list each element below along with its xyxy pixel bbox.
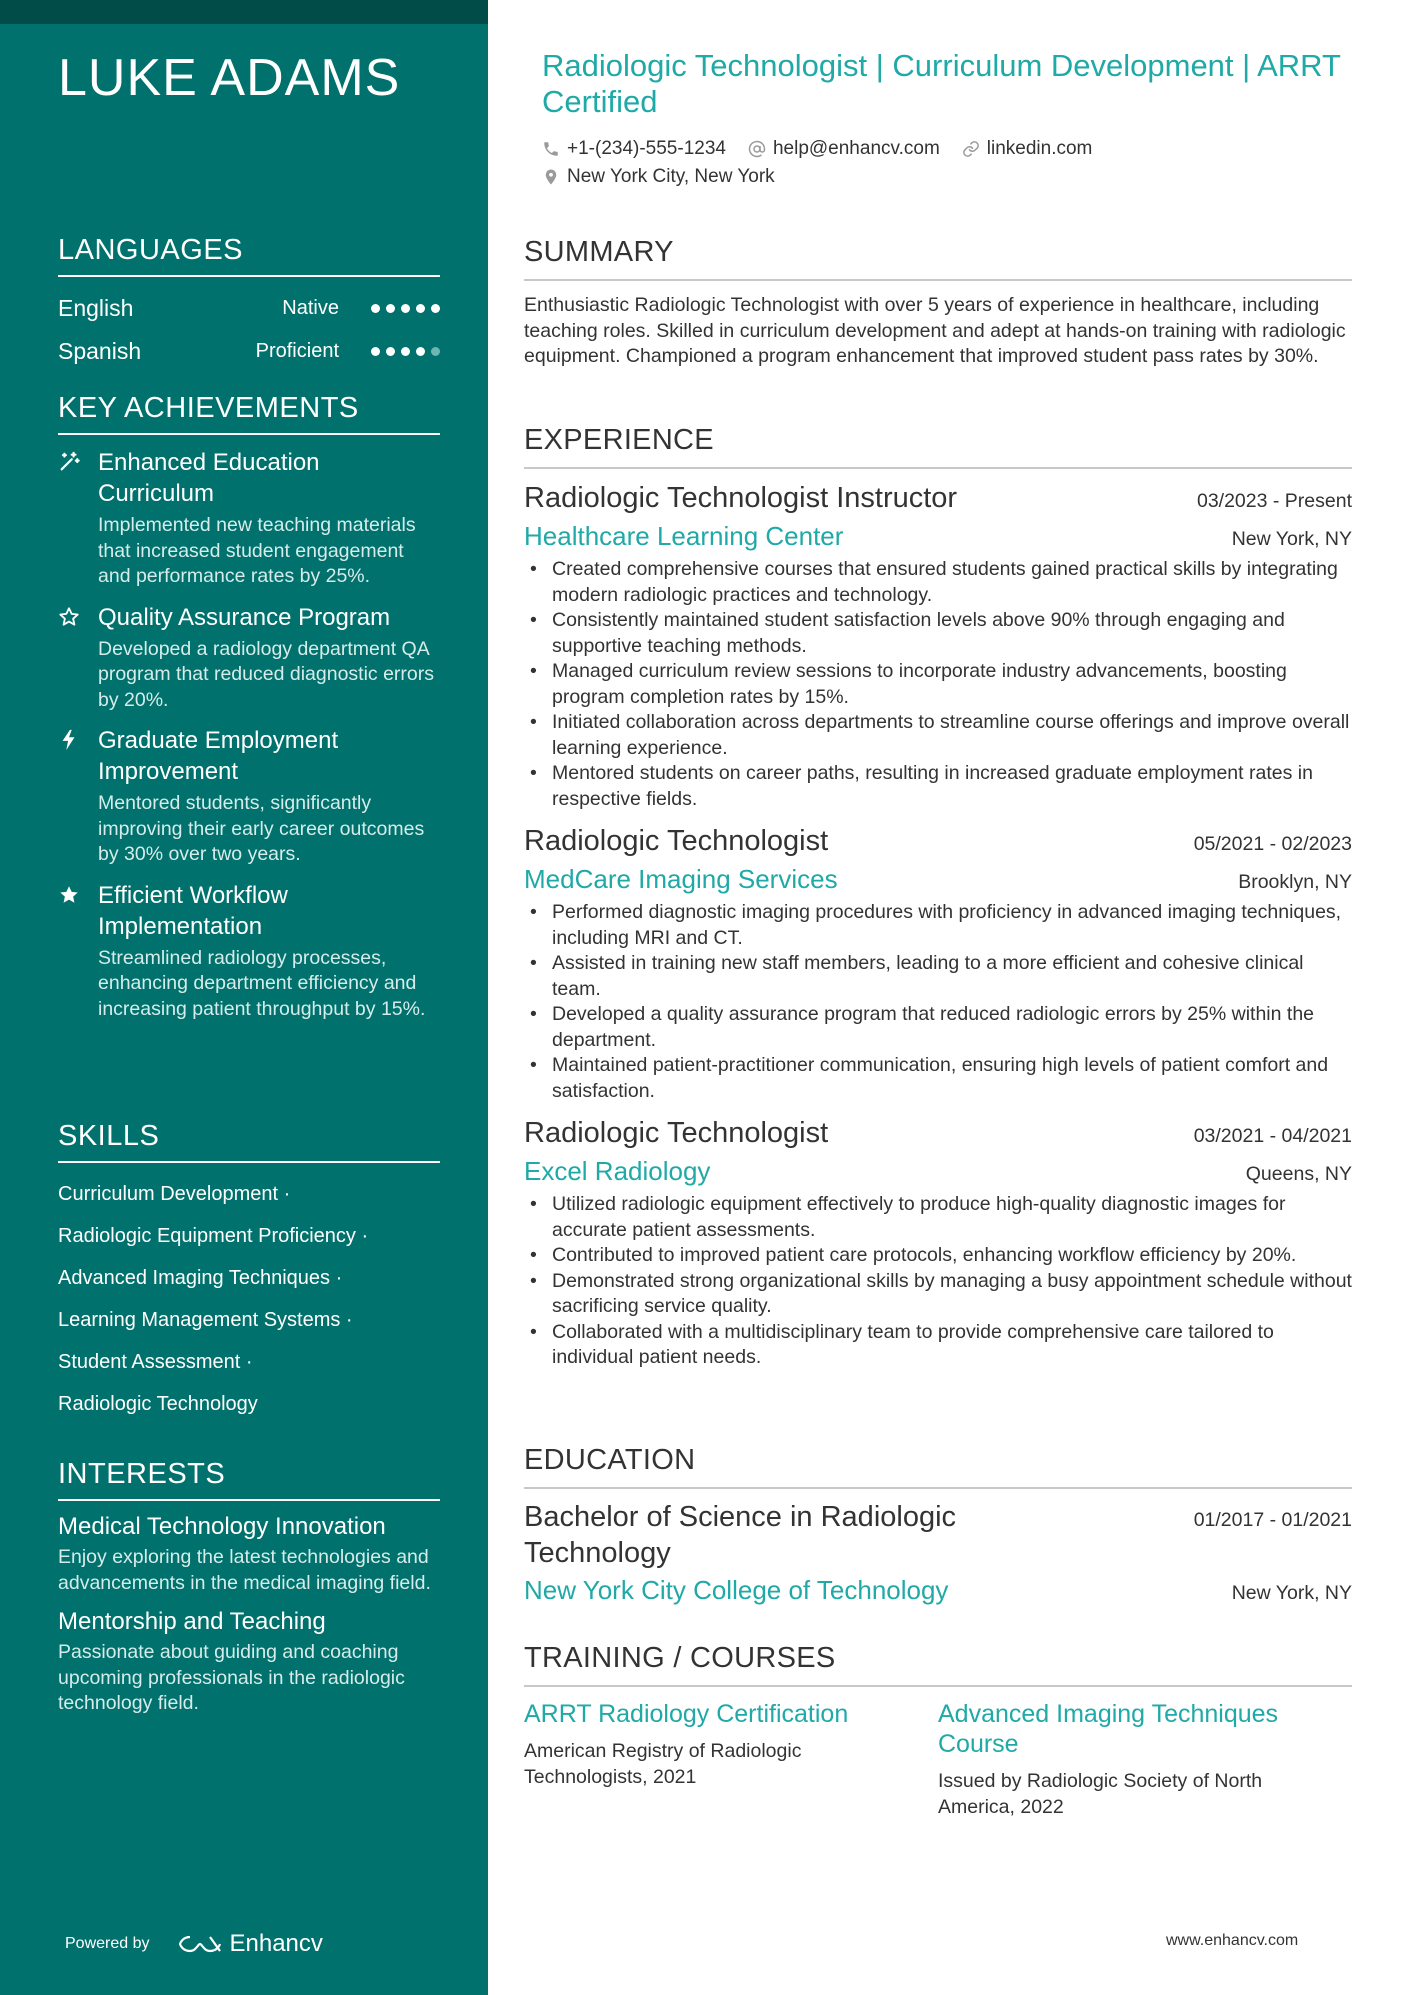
job-bullet: • Maintained patient-practitioner communication, ensuring high levels of patient comfort and satisfaction. (524, 1053, 1352, 1104)
achievement-description: Mentored students, significantly improving their early career outcomes by 30% over two years. (98, 792, 425, 865)
proficiency-dot-empty (431, 347, 440, 356)
job-company: MedCare Imaging Services (524, 864, 838, 894)
education-entry (524, 1499, 1352, 1607)
location-pin-icon (542, 168, 560, 186)
job-bullet: • Created comprehensive courses that ensured students gained practical skills by integrating modern radiologic practices and technology. (524, 557, 1352, 608)
summary-heading: SUMMARY (524, 236, 1352, 281)
skill-item: Advanced Imaging Techniques · (58, 1267, 343, 1289)
language-dots (371, 347, 440, 356)
achievement-item (58, 880, 440, 1023)
achievement-title: Graduate Employment Improvement (98, 727, 339, 785)
contact-location (542, 166, 775, 188)
proficiency-dot-filled (416, 304, 425, 313)
proficiency-dot-filled (371, 347, 380, 356)
achievement-description: Streamlined radiology processes, enhancing department efficiency and increasing patient throughput by 15%. (98, 946, 426, 1020)
interest-description: Passionate about guiding and coaching upcoming professionals in the radiologic technology field. (58, 1641, 405, 1714)
sidebar-top-bar (0, 0, 488, 24)
job-bullets (524, 557, 1352, 812)
job-date: 05/2021 - 02/2023 (1193, 833, 1352, 855)
job-date: 03/2021 - 04/2021 (1193, 1125, 1352, 1147)
course-title: ARRT Radiology Certification (524, 1700, 849, 1728)
language-item (58, 330, 440, 373)
proficiency-dot-filled (401, 347, 410, 356)
job-bullets (524, 900, 1352, 1104)
skill-item: Student Assessment · (58, 1351, 253, 1373)
contact-info (542, 135, 1362, 191)
contact-linkedin[interactable] (962, 138, 1093, 160)
job-location: New York, NY (1231, 528, 1352, 550)
achievement-title: Efficient Workflow Implementation (98, 881, 288, 940)
job-bullet: • Assisted in training new staff members, leading to a more efficient and cohesive clinical team. (524, 951, 1352, 1002)
education-date: 01/2017 - 01/2021 (1193, 1509, 1352, 1531)
job-entry (524, 822, 1352, 1104)
candidate-name: LUKE ADAMS (58, 49, 401, 107)
skills-section (58, 1120, 440, 1425)
skill-item: Learning Management Systems · (58, 1309, 353, 1331)
school-name: New York City College of Technology (524, 1575, 949, 1605)
achievement-title: Enhanced Education Curriculum (98, 449, 320, 507)
job-bullet: • Demonstrated strong organizational skills by managing a busy appointment schedule without sacrificing service quality. (524, 1269, 1352, 1320)
interest-description: Enjoy exploring the latest technologies and advancements in the medical imaging field. (58, 1546, 431, 1594)
summary-section (524, 236, 1352, 370)
achievement-item (58, 725, 440, 868)
course-description: American Registry of Radiologic Technologists, 2021 (524, 1740, 802, 1788)
proficiency-dot-filled (401, 304, 410, 313)
interest-title: Mentorship and Teaching (58, 1608, 326, 1635)
contact-email[interactable] (748, 138, 940, 160)
achievement-description: Implemented new teaching materials that increased student engagement and performance rates by 25%. (98, 514, 416, 587)
achievement-item (58, 602, 440, 714)
job-location: Brooklyn, NY (1238, 871, 1352, 893)
languages-section (58, 234, 440, 373)
job-bullet: • Utilized radiologic equipment effectively to produce high-quality diagnostic images for accurate patient assessments. (524, 1192, 1352, 1243)
course-item (938, 1699, 1352, 1820)
course-item (524, 1699, 938, 1820)
enhancv-logo[interactable] (178, 1930, 323, 1958)
language-item (58, 287, 440, 330)
achievements-section (58, 392, 440, 1022)
powered-by-label: Powered by (65, 1935, 150, 1952)
achievement-description: Developed a radiology department QA program that reduced diagnostic errors by 20%. (98, 637, 435, 711)
contact-phone[interactable] (542, 138, 726, 160)
job-bullet: • Developed a quality assurance program that reduced radiologic errors by 25% within the department. (524, 1002, 1352, 1053)
skill-item: Radiologic Equipment Proficiency · (58, 1225, 369, 1247)
skill-item: Curriculum Development · (58, 1183, 291, 1205)
skills-heading: SKILLS (58, 1120, 440, 1163)
job-title: Radiologic Technologist (524, 1117, 829, 1149)
experience-section (524, 424, 1352, 1371)
job-location: Queens, NY (1245, 1163, 1352, 1185)
training-heading: TRAINING / COURSES (524, 1642, 1352, 1687)
wand-icon (58, 447, 98, 590)
degree-title: Bachelor of Science in Radiologic Technology (524, 1501, 957, 1569)
at-icon (748, 140, 766, 158)
job-bullet: • Managed curriculum review sessions to incorporate industry advancements, boosting program completion rates by 15%. (524, 659, 1352, 710)
job-title: Radiologic Technologist (524, 825, 829, 857)
star-filled-icon (58, 880, 98, 1023)
job-date: 03/2023 - Present (1196, 490, 1352, 512)
job-company: Excel Radiology (524, 1156, 711, 1186)
interests-heading: INTERESTS (58, 1458, 440, 1501)
languages-heading: LANGUAGES (58, 234, 440, 277)
footer-url[interactable]: www.enhancv.com (1166, 1932, 1299, 1949)
job-bullets (524, 1192, 1352, 1371)
proficiency-dot-filled (386, 347, 395, 356)
job-entry (524, 1114, 1352, 1371)
education-section (524, 1444, 1352, 1607)
job-bullet: • Contributed to improved patient care protocols, enhancing workflow efficiency by 20%. (524, 1243, 1352, 1269)
summary-text: Enthusiastic Radiologic Technologist with over 5 years of experience in healthcare, including teaching roles. Skilled in curriculum development and adept at hands-on training with radiologic equipment. Championed a program enhancement that improved student pass rates by 30%. (524, 294, 1346, 367)
achievements-heading: KEY ACHIEVEMENTS (58, 392, 440, 435)
language-name: English (58, 295, 134, 321)
link-icon (962, 140, 980, 158)
headline: Radiologic Technologist | Curriculum Development | ARRT Certified (542, 48, 1341, 119)
language-level: Native (282, 297, 339, 319)
phone-icon (542, 140, 560, 158)
star-outline-icon (58, 602, 98, 714)
linkedin-text: linkedin.com (986, 138, 1093, 159)
job-bullet: • Mentored students on career paths, resulting in increased graduate employment rates in respective fields. (524, 761, 1352, 812)
training-section (524, 1642, 1352, 1820)
language-dots (371, 304, 440, 313)
course-description: Issued by Radiologic Society of North America, 2022 (938, 1770, 1263, 1818)
sidebar (0, 0, 488, 1995)
proficiency-dot-filled (416, 347, 425, 356)
job-entry (524, 479, 1352, 812)
location-text: New York City, New York (567, 166, 775, 187)
enhancv-logo-icon (178, 1933, 222, 1955)
job-bullet: • Initiated collaboration across departments to streamline course offerings and improve overall learning experience. (524, 710, 1352, 761)
skill-item: Radiologic Technology (58, 1393, 258, 1415)
job-company: Healthcare Learning Center (524, 521, 844, 551)
phone-text: +1-(234)-555-1234 (567, 138, 726, 159)
job-title: Radiologic Technologist Instructor (524, 482, 958, 514)
course-title: Advanced Imaging Techniques Course (938, 1700, 1279, 1758)
experience-heading: EXPERIENCE (524, 424, 1352, 469)
proficiency-dot-filled (431, 304, 440, 313)
proficiency-dot-filled (386, 304, 395, 313)
enhancv-brand: Enhancv (229, 1930, 323, 1957)
language-level: Proficient (255, 340, 339, 362)
proficiency-dot-filled (371, 304, 380, 313)
achievement-title: Quality Assurance Program (98, 603, 391, 631)
lightning-icon (58, 725, 98, 868)
education-heading: EDUCATION (524, 1444, 1352, 1489)
achievement-item (58, 447, 440, 590)
language-name: Spanish (58, 338, 142, 364)
interests-section (58, 1458, 440, 1727)
job-bullet: • Collaborated with a multidisciplinary team to provide comprehensive care tailored to individual patient needs. (524, 1320, 1352, 1371)
interest-title: Medical Technology Innovation (58, 1513, 386, 1540)
email-text: help@enhancv.com (772, 138, 940, 159)
school-location: New York, NY (1231, 1582, 1352, 1604)
powered-by (65, 1930, 323, 1958)
job-bullet: • Consistently maintained student satisfaction levels above 90% through engaging and supportive teaching methods. (524, 608, 1352, 659)
job-bullet: • Performed diagnostic imaging procedures with proficiency in advanced imaging techniques, including MRI and CT. (524, 900, 1352, 951)
